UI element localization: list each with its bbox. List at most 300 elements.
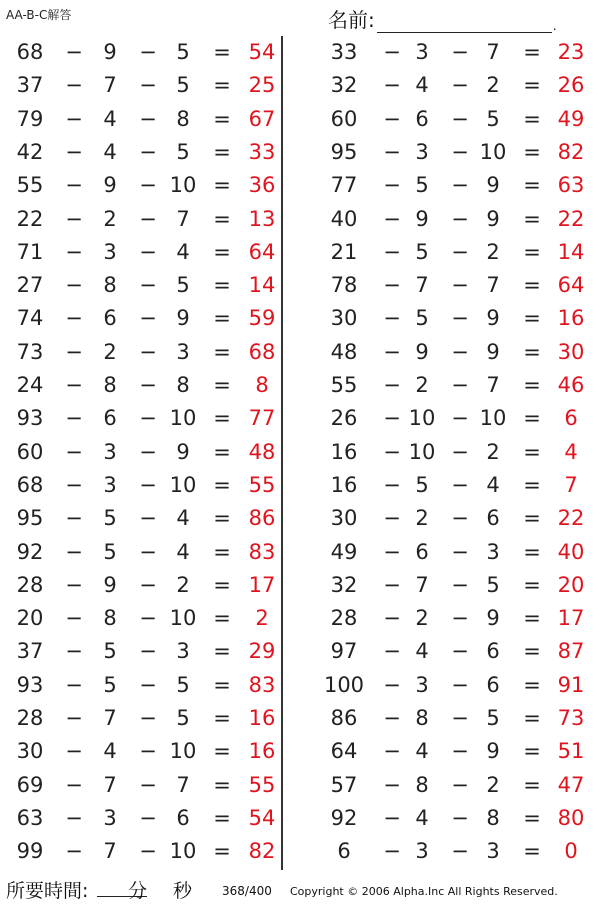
minuend: 78 (330, 273, 358, 298)
equals-sign: = (523, 206, 541, 231)
right-problem-row (284, 336, 600, 369)
minus-sign: − (65, 706, 83, 730)
right-problem-row (284, 635, 600, 668)
equals-sign: = (523, 739, 541, 764)
answer: 14 (248, 273, 276, 298)
answer: 59 (248, 306, 276, 331)
minuend: 64 (330, 739, 358, 764)
equals-sign: = (523, 572, 541, 597)
answer: 86 (248, 506, 276, 531)
subtrahend-2: 2 (176, 572, 190, 597)
answer: 67 (248, 106, 276, 131)
equals-sign: = (523, 672, 541, 697)
minus-sign: − (139, 139, 157, 164)
minuend: 68 (16, 472, 44, 497)
minuend: 93 (16, 406, 44, 431)
equals-sign: = (523, 439, 541, 464)
minus-sign: − (139, 739, 157, 764)
right-problem-row (284, 236, 600, 269)
footer (0, 876, 600, 904)
subtrahend-1: 9 (103, 572, 117, 597)
right-problem-row (284, 436, 600, 469)
minus-sign: − (451, 706, 469, 730)
answer: 80 (557, 805, 585, 830)
minus-sign: − (451, 639, 469, 664)
minuend: 73 (16, 339, 44, 364)
subtrahend-2: 5 (176, 40, 190, 64)
minus-sign: − (451, 273, 469, 298)
answer: 46 (557, 373, 585, 397)
answer: 73 (557, 706, 585, 730)
subtrahend-1: 3 (103, 239, 117, 264)
minus-sign: − (65, 639, 83, 664)
minus-sign: − (65, 373, 83, 397)
minus-sign: − (383, 106, 401, 131)
subtrahend-2: 10 (169, 739, 197, 764)
subtrahend-1: 8 (415, 772, 429, 797)
subtrahend-1: 3 (415, 839, 429, 864)
subtrahend-2: 7 (486, 40, 500, 64)
right-problem-row (284, 602, 600, 635)
minus-sign: − (451, 239, 469, 264)
minus-sign: − (65, 339, 83, 364)
left-problem-row (0, 336, 281, 369)
minuend: 93 (16, 672, 44, 697)
minus-sign: − (451, 672, 469, 697)
equals-sign: = (523, 606, 541, 631)
left-problem-row (0, 203, 281, 236)
equals-sign: = (523, 805, 541, 830)
left-problem-row (0, 702, 281, 735)
minus-sign: − (383, 40, 401, 64)
subtrahend-2: 8 (176, 106, 190, 131)
minus-sign: − (451, 539, 469, 564)
minus-sign: − (139, 373, 157, 397)
subtrahend-2: 9 (176, 439, 190, 464)
answer: 8 (255, 373, 269, 397)
minuend: 30 (16, 739, 44, 764)
subtrahend-1: 3 (415, 40, 429, 64)
left-problem-row (0, 602, 281, 635)
subtrahend-1: 3 (103, 805, 117, 830)
subtrahend-1: 5 (415, 239, 429, 264)
minus-sign: − (451, 106, 469, 131)
subtrahend-1: 8 (103, 273, 117, 298)
minuend: 32 (330, 572, 358, 597)
answer: 77 (248, 406, 276, 431)
equals-sign: = (213, 539, 231, 564)
right-problem-row (284, 302, 600, 335)
minus-sign: − (139, 273, 157, 298)
minuend: 60 (330, 106, 358, 131)
answer: 4 (564, 439, 578, 464)
minus-sign: − (65, 772, 83, 797)
minuend: 27 (16, 273, 44, 298)
minus-sign: − (451, 506, 469, 531)
subtrahend-1: 2 (415, 373, 429, 397)
minus-sign: − (139, 406, 157, 431)
subtrahend-1: 2 (415, 506, 429, 531)
subtrahend-2: 8 (486, 805, 500, 830)
minus-sign: − (139, 306, 157, 331)
minus-sign: − (139, 572, 157, 597)
equals-sign: = (523, 106, 541, 131)
subtrahend-2: 5 (176, 273, 190, 298)
subtrahend-2: 6 (486, 506, 500, 531)
right-problem-row (284, 136, 600, 169)
subtrahend-1: 5 (103, 672, 117, 697)
answer: 13 (248, 206, 276, 231)
subtrahend-1: 6 (103, 406, 117, 431)
subtrahend-2: 10 (479, 139, 507, 164)
minus-sign: − (65, 672, 83, 697)
equals-sign: = (523, 472, 541, 497)
right-problem-row (284, 735, 600, 768)
minus-sign: − (451, 73, 469, 98)
minus-sign: − (383, 206, 401, 231)
minus-sign: − (451, 406, 469, 431)
equals-sign: = (523, 839, 541, 864)
subtrahend-2: 5 (486, 572, 500, 597)
subtrahend-1: 4 (415, 639, 429, 664)
answer: 16 (248, 739, 276, 764)
minus-sign: − (65, 805, 83, 830)
right-problem-row (284, 502, 600, 535)
subtrahend-1: 5 (415, 306, 429, 331)
minus-sign: − (383, 439, 401, 464)
left-problem-row (0, 402, 281, 435)
equals-sign: = (213, 373, 231, 397)
subtrahend-1: 3 (415, 672, 429, 697)
minus-sign: − (451, 40, 469, 64)
minus-sign: − (383, 672, 401, 697)
right-problem-row (284, 702, 600, 735)
subtrahend-2: 3 (486, 539, 500, 564)
left-problem-row (0, 103, 281, 136)
minus-sign: − (65, 506, 83, 531)
subtrahend-2: 8 (176, 373, 190, 397)
minus-sign: − (451, 173, 469, 198)
subtrahend-1: 8 (103, 373, 117, 397)
minus-sign: − (451, 139, 469, 164)
subtrahend-1: 5 (415, 472, 429, 497)
subtrahend-1: 4 (103, 106, 117, 131)
time-label: 所要時間: (6, 880, 89, 902)
minuend: 95 (16, 506, 44, 531)
subtrahend-2: 3 (486, 839, 500, 864)
minuend: 22 (16, 206, 44, 231)
subtrahend-2: 5 (176, 672, 190, 697)
minus-sign: − (65, 40, 83, 64)
left-problem-row (0, 469, 281, 502)
answer: 29 (248, 639, 276, 664)
minuend: 48 (330, 339, 358, 364)
minuend: 16 (330, 472, 358, 497)
minus-sign: − (65, 472, 83, 497)
minus-sign: − (139, 539, 157, 564)
right-problem-row (284, 103, 600, 136)
minuend: 99 (16, 839, 44, 864)
right-problem-row (284, 203, 600, 236)
left-problem-row (0, 169, 281, 202)
equals-sign: = (213, 439, 231, 464)
answer: 36 (248, 173, 276, 198)
name-field (328, 4, 557, 33)
subtrahend-2: 10 (169, 173, 197, 198)
minus-sign: − (139, 206, 157, 231)
left-problem-row (0, 802, 281, 835)
answer: 48 (248, 439, 276, 464)
minus-sign: − (451, 606, 469, 631)
equals-sign: = (213, 639, 231, 664)
left-problem-row (0, 835, 281, 868)
minuend: 30 (330, 506, 358, 531)
subtrahend-1: 5 (415, 173, 429, 198)
page-number: 368/400 (222, 884, 272, 898)
minus-sign: − (139, 772, 157, 797)
right-problem-row (284, 369, 600, 402)
minus-sign: − (139, 805, 157, 830)
left-problem-row (0, 36, 281, 69)
minus-sign: − (65, 139, 83, 164)
subtrahend-1: 7 (415, 572, 429, 597)
copyright: Copyright © 2006 Alpha.Inc All Rights Reserved. (290, 885, 558, 898)
equals-sign: = (523, 239, 541, 264)
subtrahend-2: 7 (176, 206, 190, 231)
left-problem-row (0, 735, 281, 768)
minuend: 79 (16, 106, 44, 131)
minuend: 20 (16, 606, 44, 631)
subtrahend-2: 5 (486, 106, 500, 131)
equals-sign: = (213, 706, 231, 730)
right-problem-row (284, 669, 600, 702)
subtrahend-1: 6 (415, 106, 429, 131)
minus-sign: − (383, 406, 401, 431)
minuend: 40 (330, 206, 358, 231)
equals-sign: = (213, 472, 231, 497)
minuend: 16 (330, 439, 358, 464)
equals-sign: = (213, 739, 231, 764)
subtrahend-2: 6 (176, 805, 190, 830)
minus-sign: − (139, 173, 157, 198)
left-problem-row (0, 436, 281, 469)
minuend: 57 (330, 772, 358, 797)
right-problem-row (284, 402, 600, 435)
equals-sign: = (523, 306, 541, 331)
minus-sign: − (383, 572, 401, 597)
minuend: 69 (16, 772, 44, 797)
left-problem-row (0, 669, 281, 702)
minuend: 100 (323, 672, 365, 697)
subtrahend-2: 7 (486, 373, 500, 397)
left-problem-row (0, 369, 281, 402)
answer: 83 (248, 539, 276, 564)
minus-sign: − (65, 273, 83, 298)
answer: 82 (557, 139, 585, 164)
equals-sign: = (523, 139, 541, 164)
minus-sign: − (383, 739, 401, 764)
subtrahend-1: 9 (415, 206, 429, 231)
equals-sign: = (213, 40, 231, 64)
answer: 51 (557, 739, 585, 764)
minus-sign: − (65, 406, 83, 431)
left-problem-row (0, 269, 281, 302)
minus-sign: − (139, 706, 157, 730)
minus-sign: − (65, 106, 83, 131)
subtrahend-1: 9 (103, 40, 117, 64)
subtrahend-2: 9 (486, 173, 500, 198)
minus-sign: − (139, 106, 157, 131)
subtrahend-1: 7 (103, 706, 117, 730)
answer: 33 (248, 139, 276, 164)
equals-sign: = (523, 706, 541, 730)
minus-sign: − (65, 839, 83, 864)
minus-sign: − (383, 273, 401, 298)
answer: 55 (248, 472, 276, 497)
minuend: 95 (330, 139, 358, 164)
answer: 54 (248, 40, 276, 64)
subtrahend-1: 5 (103, 639, 117, 664)
minus-sign: − (65, 173, 83, 198)
answer: 14 (557, 239, 585, 264)
minuend: 77 (330, 173, 358, 198)
minus-sign: − (451, 739, 469, 764)
minus-sign: − (65, 306, 83, 331)
minuend: 74 (16, 306, 44, 331)
minuend: 21 (330, 239, 358, 264)
minus-sign: − (451, 839, 469, 864)
equals-sign: = (523, 406, 541, 431)
equals-sign: = (523, 40, 541, 64)
answer: 17 (248, 572, 276, 597)
subtrahend-1: 7 (103, 73, 117, 98)
equals-sign: = (213, 273, 231, 298)
subtrahend-2: 2 (486, 73, 500, 98)
subtrahend-1: 4 (103, 739, 117, 764)
subtrahend-1: 10 (408, 406, 436, 431)
subtrahend-2: 2 (486, 772, 500, 797)
subtrahend-1: 2 (103, 339, 117, 364)
subtrahend-2: 10 (169, 839, 197, 864)
minus-sign: − (451, 572, 469, 597)
minus-sign: − (139, 606, 157, 631)
subtrahend-2: 9 (486, 306, 500, 331)
answer: 54 (248, 805, 276, 830)
answer: 0 (564, 839, 578, 864)
equals-sign: = (523, 339, 541, 364)
worksheet-title: AA-B-C解答 (6, 8, 72, 22)
answer: 91 (557, 672, 585, 697)
minus-sign: − (65, 606, 83, 631)
subtrahend-2: 4 (176, 539, 190, 564)
minus-sign: − (383, 339, 401, 364)
subtrahend-1: 7 (103, 772, 117, 797)
answer: 64 (248, 239, 276, 264)
answer: 22 (557, 506, 585, 531)
minuend: 92 (330, 805, 358, 830)
left-problem-row (0, 569, 281, 602)
right-problem-row (284, 802, 600, 835)
subtrahend-2: 6 (486, 639, 500, 664)
minus-sign: − (451, 772, 469, 797)
answer: 83 (248, 672, 276, 697)
minuend: 55 (16, 173, 44, 198)
subtrahend-1: 4 (415, 805, 429, 830)
minus-sign: − (451, 439, 469, 464)
minus-sign: − (139, 339, 157, 364)
minuend: 37 (16, 639, 44, 664)
right-problem-row (284, 769, 600, 802)
minuend: 92 (16, 539, 44, 564)
equals-sign: = (213, 572, 231, 597)
minuend: 26 (330, 406, 358, 431)
name-blank-line[interactable] (377, 12, 552, 33)
left-problem-row (0, 502, 281, 535)
equals-sign: = (213, 173, 231, 198)
subtrahend-1: 4 (103, 139, 117, 164)
subtrahend-1: 3 (415, 139, 429, 164)
subtrahend-1: 2 (103, 206, 117, 231)
subtrahend-2: 2 (486, 439, 500, 464)
subtrahend-1: 8 (103, 606, 117, 631)
minus-sign: − (383, 772, 401, 797)
right-problem-row (284, 69, 600, 102)
minus-sign: − (139, 672, 157, 697)
minus-sign: − (451, 805, 469, 830)
minuend: 55 (330, 373, 358, 397)
subtrahend-2: 2 (486, 239, 500, 264)
left-problem-row (0, 136, 281, 169)
minuend: 71 (16, 239, 44, 264)
seconds-label: 秒 (173, 880, 193, 902)
answer: 82 (248, 839, 276, 864)
subtrahend-1: 2 (415, 606, 429, 631)
subtrahend-2: 3 (176, 639, 190, 664)
minus-sign: − (451, 339, 469, 364)
name-end-mark: . (552, 19, 557, 33)
subtrahend-1: 8 (415, 706, 429, 730)
minus-sign: − (65, 206, 83, 231)
minuend: 42 (16, 139, 44, 164)
minus-sign: − (383, 139, 401, 164)
subtrahend-2: 10 (479, 406, 507, 431)
answer: 16 (248, 706, 276, 730)
subtrahend-2: 6 (486, 672, 500, 697)
left-problem-row (0, 769, 281, 802)
subtrahend-1: 10 (408, 439, 436, 464)
minuend: 32 (330, 73, 358, 98)
minuend: 28 (16, 572, 44, 597)
minus-sign: − (451, 373, 469, 397)
minus-sign: − (383, 73, 401, 98)
minus-sign: − (451, 472, 469, 497)
subtrahend-2: 3 (176, 339, 190, 364)
subtrahend-2: 5 (486, 706, 500, 730)
minus-sign: − (139, 639, 157, 664)
right-problem-row (284, 269, 600, 302)
equals-sign: = (213, 672, 231, 697)
subtrahend-1: 7 (103, 839, 117, 864)
minus-sign: − (383, 373, 401, 397)
minus-sign: − (139, 40, 157, 64)
equals-sign: = (523, 73, 541, 98)
equals-sign: = (523, 373, 541, 397)
minuend: 68 (16, 40, 44, 64)
minus-sign: − (383, 706, 401, 730)
equals-sign: = (523, 639, 541, 664)
equals-sign: = (523, 539, 541, 564)
equals-sign: = (523, 506, 541, 531)
